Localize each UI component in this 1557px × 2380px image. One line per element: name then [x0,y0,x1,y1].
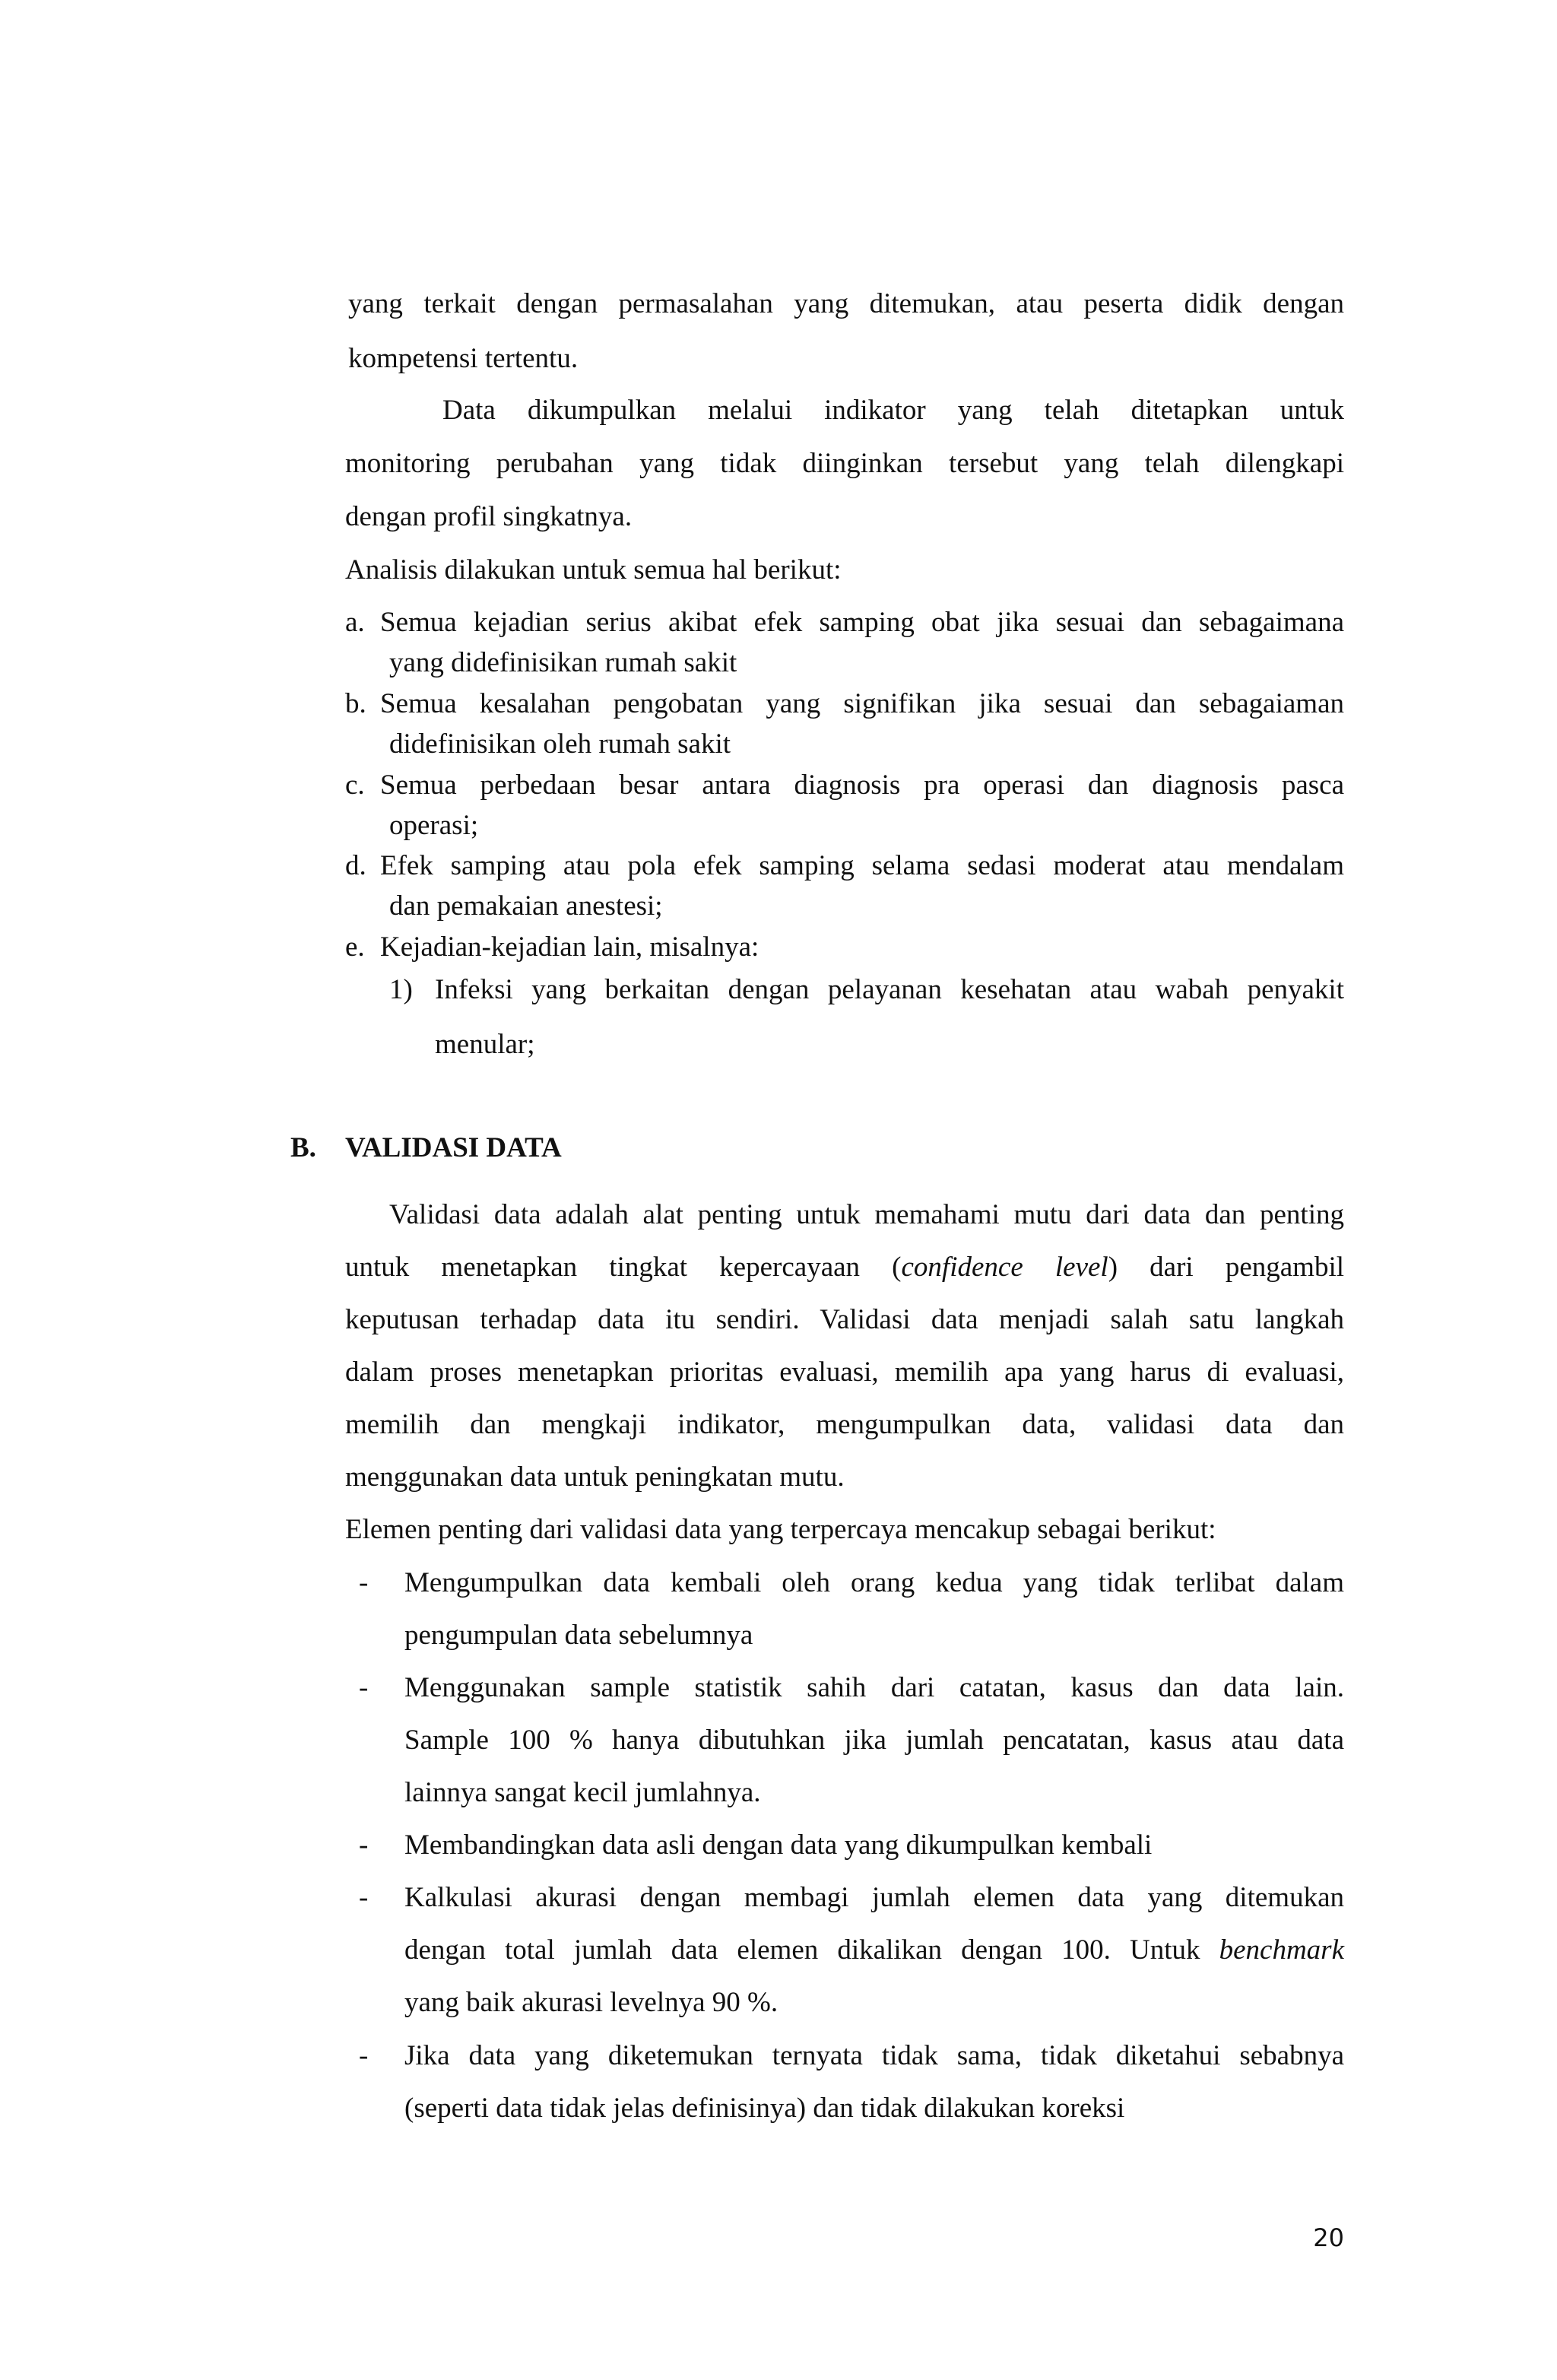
paragraph-line: Data dikumpulkan melalui indikator yang telah ditetapkan untuk [442,395,1344,426]
list-item-line: Kejadian-kejadian lain, misalnya: [380,931,759,963]
continuation-line: kompetensi tertentu. [348,343,579,374]
dash-item-line: Mengumpulkan data kembali oleh orang kedua yang tidak terlibat dalam [404,1567,1344,1598]
sub-list-item-line: Infeksi yang berkaitan dengan pelayanan kesehatan atau wabah penyakit [435,974,1344,1005]
dash-item-line: lainnya sangat kecil jumlahnya. [404,1777,761,1808]
list-marker: c. [345,770,365,801]
dash-item-line: Sample 100 % hanya dibutuhkan jika jumlah pencatatan, kasus atau data [404,1725,1344,1756]
list-item-line: Semua kejadian serius akibat efek samping obat jika sesuai dan sebagaimana [380,607,1344,638]
dash-item-line: dengan total jumlah data elemen dikalikan dengan 100. Untuk benchmark [404,1934,1344,1966]
dash-item-line: yang baik akurasi levelnya 90 %. [404,1987,778,2018]
dash-marker: - [359,1829,369,1861]
paragraph-line: dengan profil singkatnya. [345,501,633,532]
section-title: VALIDASI DATA [345,1132,562,1163]
dash-item-line: Membandingkan data asli dengan data yang dikumpulkan kembali [404,1829,1153,1861]
section-number: B. [290,1132,316,1163]
paragraph-line: menggunakan data untuk peningkatan mutu. [345,1461,845,1493]
dash-marker: - [359,1567,369,1598]
elements-intro: Elemen penting dari validasi data yang terpercaya mencakup sebagai berikut: [345,1514,1216,1545]
list-item-line: dan pemakaian anestesi; [389,890,663,922]
dash-marker: - [359,1672,369,1703]
paragraph-line: monitoring perubahan yang tidak diinginkan tersebut yang telah dilengkapi [345,448,1344,479]
paragraph-line: memilih dan mengkaji indikator, mengumpulkan data, validasi data dan [345,1409,1344,1440]
list-item-line: Semua kesalahan pengobatan yang signifikan jika sesuai dan sebagaiaman [380,688,1344,719]
list-item-line: didefinisikan oleh rumah sakit [389,728,731,760]
dash-item-line: Menggunakan sample statistik sahih dari catatan, kasus dan data lain. [404,1672,1344,1703]
dash-item-line: Kalkulasi akurasi dengan membagi jumlah elemen data yang ditemukan [404,1882,1344,1913]
list-marker: d. [345,850,366,881]
list-marker: a. [345,607,365,638]
list-item-line: Semua perbedaan besar antara diagnosis pra operasi dan diagnosis pasca [380,770,1344,801]
dash-marker: - [359,2040,369,2071]
dash-item-line: (seperti data tidak jelas definisinya) dan tidak dilakukan koreksi [404,2093,1125,2124]
list-item-line: operasi; [389,810,479,841]
list-marker: e. [345,931,365,963]
page-number: 20 [1313,2223,1344,2252]
dash-marker: - [359,1882,369,1913]
paragraph-line: untuk menetapkan tingkat kepercayaan (confidence level) dari pengambil [345,1252,1345,1283]
continuation-line: yang terkait dengan permasalahan yang ditemukan, atau peserta didik dengan [348,288,1344,319]
sub-list-marker: 1) [389,974,413,1005]
paragraph-line: keputusan terhadap data itu sendiri. Validasi data menjadi salah satu langkah [345,1304,1344,1335]
paragraph-line: dalam proses menetapkan prioritas evaluasi, memilih apa yang harus di evaluasi, [345,1357,1344,1388]
list-item-line: yang didefinisikan rumah sakit [389,647,737,678]
sub-list-item-line: menular; [435,1029,535,1060]
paragraph-line: Validasi data adalah alat penting untuk memahami mutu dari data dan penting [389,1199,1344,1230]
list-marker: b. [345,688,366,719]
list-item-line: Efek samping atau pola efek samping selama sedasi moderat atau mendalam [380,850,1344,881]
dash-item-line: Jika data yang diketemukan ternyata tidak sama, tidak diketahui sebabnya [404,2040,1344,2071]
analysis-intro: Analisis dilakukan untuk semua hal berikut: [345,554,842,585]
dash-item-line: pengumpulan data sebelumnya [404,1620,753,1651]
